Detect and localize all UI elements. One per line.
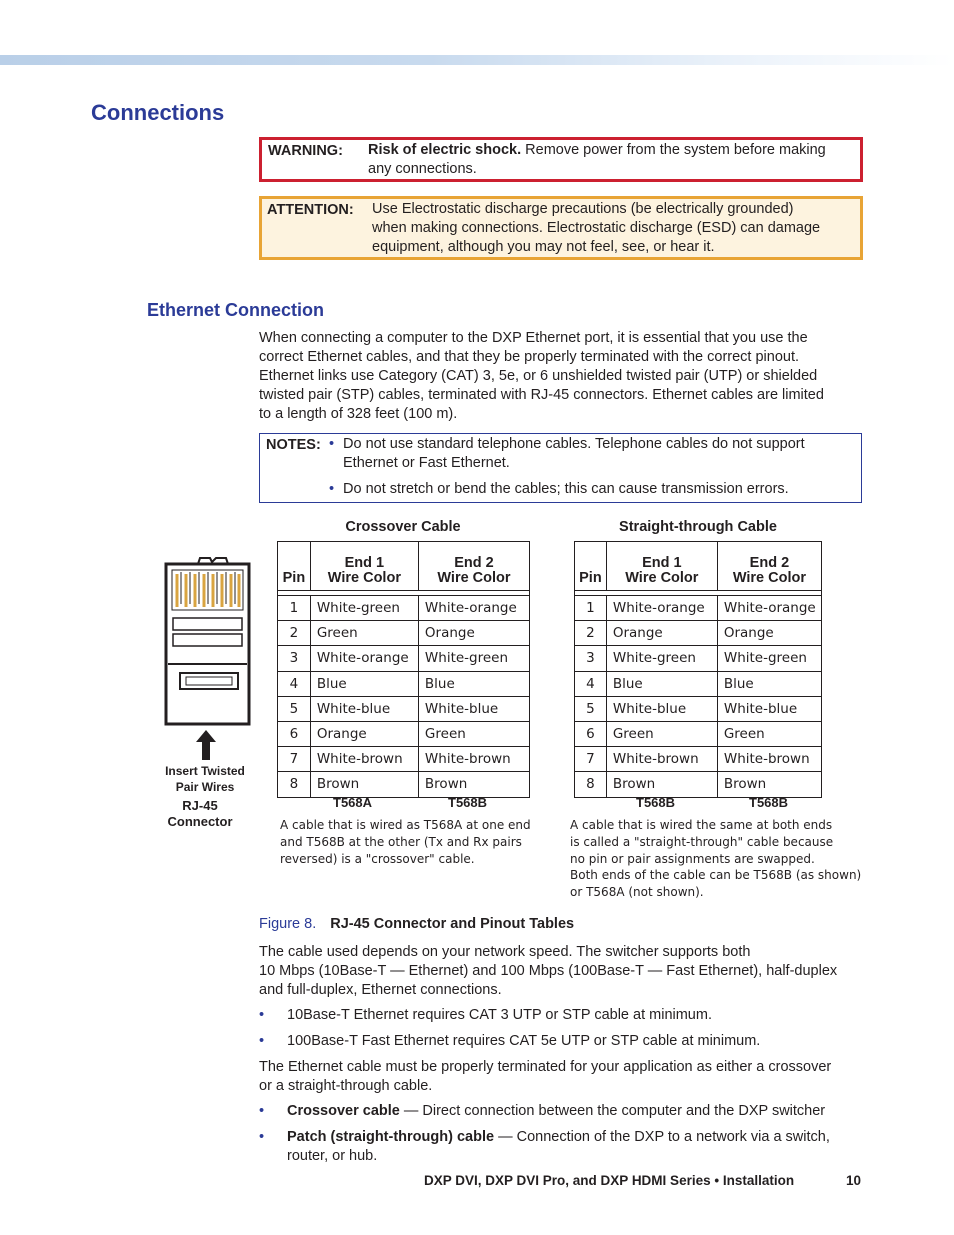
table-header-cell: End 1 Wire Color (606, 542, 717, 591)
warning-line1: Remove power from the system before making (521, 142, 826, 158)
note-bullet: • (329, 436, 335, 452)
straight-caption (570, 817, 861, 901)
caption-line: reversed) is a "crossover" cable. (280, 851, 475, 866)
wire-color-cell: White-brown (717, 747, 821, 772)
wire-color-cell: Green (310, 621, 418, 646)
notes-box (259, 433, 862, 503)
warning-text (368, 141, 863, 160)
rj45-connector-illustration (160, 552, 260, 762)
wire-color-cell: White-blue (310, 696, 418, 721)
footer-title: DXP DVI, DXP DVI Pro, and DXP HDMI Series • Installation (424, 1173, 795, 1188)
warning-bold: Risk of electric shock. (368, 142, 522, 158)
pin-cell: 2 (278, 621, 311, 646)
page-number: 10 (846, 1173, 862, 1188)
table-row (575, 621, 822, 646)
figure-caption (259, 916, 574, 932)
caption-line: A cable that is wired the same at both ends (570, 818, 833, 832)
bullet-dot: • (259, 1103, 265, 1119)
wire-color-cell: White-orange (717, 596, 821, 621)
note-bullet: • (329, 481, 335, 497)
pin-cell: 4 (278, 671, 311, 696)
caption-line: and T568B at the other (Tx and Rx pairs (280, 834, 522, 849)
pin-cell: 5 (278, 696, 311, 721)
straight-title: Straight-through Cable (619, 519, 777, 535)
pin-cell: 3 (575, 646, 607, 671)
paragraph-line: The cable used depends on your network speed. The switcher supports both (259, 944, 751, 960)
crossover-standard-end2: T568B (448, 795, 488, 810)
note-text: Do not use standard telephone cables. Telephone cables do not support (343, 436, 805, 452)
table-row (278, 646, 530, 671)
bullet-rest: — Connection of the DXP to a network via a switch, (494, 1129, 830, 1145)
crossover-caption (280, 817, 531, 867)
intro-line: twisted pair (STP) cables, terminated with RJ-45 connectors. Ethernet cables are limited (259, 387, 824, 403)
wire-color-cell: Blue (717, 671, 821, 696)
pin-cell: 1 (575, 596, 607, 621)
speed-paragraph (259, 943, 837, 1000)
wire-color-cell: Brown (418, 772, 529, 797)
pin-cell: 1 (278, 596, 311, 621)
table-row (575, 646, 822, 671)
table-row (278, 721, 530, 746)
paragraph-line: or a straight-through cable. (259, 1078, 433, 1094)
wire-color-cell: White-brown (310, 747, 418, 772)
warning-line2: any connections. (368, 161, 477, 177)
wire-color-cell: Green (418, 721, 529, 746)
paragraph-line: The Ethernet cable must be properly terminated for your application as either a crossover (259, 1059, 832, 1075)
wire-color-cell: White-green (606, 646, 717, 671)
wire-color-cell: White-blue (418, 696, 529, 721)
wire-color-cell: White-green (717, 646, 821, 671)
attention-line: Use Electrostatic discharge precautions (be electrically grounded) (372, 201, 794, 217)
attention-line: equipment, although you may not feel, see, or hear it. (372, 239, 715, 255)
pin-cell: 4 (575, 671, 607, 696)
wire-color-cell: Green (717, 721, 821, 746)
crossover-standard-end1: T568A (333, 795, 373, 810)
bullet-rest: router, or hub. (287, 1148, 378, 1164)
top-gradient-bar (0, 55, 954, 65)
table-header-cell: Pin (278, 542, 311, 591)
pin-cell: 6 (278, 721, 311, 746)
pin-cell: 8 (278, 772, 311, 797)
bullet-bold: Crossover cable (287, 1103, 400, 1119)
table-header-cell: Pin (575, 542, 607, 591)
table-row (278, 747, 530, 772)
wire-color-cell: Orange (606, 621, 717, 646)
bullet-text (287, 1102, 867, 1121)
pin-cell: 6 (575, 721, 607, 746)
wire-color-cell: Brown (606, 772, 717, 797)
connector-name-label: RJ-45 Connector (167, 798, 233, 829)
pin-cell: 5 (575, 696, 607, 721)
bullet-text: 100Base-T Fast Ethernet requires CAT 5e UTP or STP cable at minimum. (287, 1033, 761, 1049)
table-header-cell: End 1 Wire Color (310, 542, 418, 591)
figure-number: Figure 8. (259, 916, 317, 932)
wire-color-cell: White-orange (310, 646, 418, 671)
note-text: Do not stretch or bend the cables; this can cause transmission errors. (343, 481, 789, 497)
bullet-rest: — Direct connection between the computer and the DXP switcher (399, 1103, 826, 1119)
bullet-text: 10Base-T Ethernet requires CAT 3 UTP or STP cable at minimum. (287, 1007, 712, 1023)
termination-paragraph (259, 1058, 831, 1096)
bullet-bold: Patch (straight-through) cable (287, 1129, 495, 1145)
straight-standard-end1: T568B (636, 795, 676, 810)
wire-color-cell: Orange (717, 621, 821, 646)
wire-color-cell: White-blue (606, 696, 717, 721)
attention-line: when making connections. Electrostatic discharge (ESD) can damage (372, 220, 821, 236)
table-row (575, 596, 822, 621)
pin-cell: 7 (575, 747, 607, 772)
wire-color-cell: White-green (310, 596, 418, 621)
table-header-cell: End 2 Wire Color (418, 542, 529, 591)
table-row (278, 772, 530, 797)
table-row (575, 772, 822, 797)
table-header-row (278, 542, 530, 591)
intro-line: to a length of 328 feet (100 m). (259, 406, 458, 422)
pin-cell: 8 (575, 772, 607, 797)
paragraph-line: and full-duplex, Ethernet connections. (259, 982, 502, 998)
page-heading: Connections (91, 100, 225, 125)
caption-line: Both ends of the cable can be T568B (as shown) (570, 868, 862, 883)
table-row (278, 596, 530, 621)
wire-color-cell: Orange (418, 621, 529, 646)
warning-box (259, 137, 863, 182)
intro-line: When connecting a computer to the DXP Ethernet port, it is essential that you use the (259, 330, 808, 346)
wire-color-cell: White-brown (606, 747, 717, 772)
intro-paragraph (259, 329, 824, 424)
wire-color-cell: Brown (717, 772, 821, 797)
paragraph-line: 10 Mbps (10Base-T — Ethernet) and 100 Mbps (100Base-T — Fast Ethernet), half-duplex (259, 963, 838, 979)
table-header-cell: End 2 Wire Color (717, 542, 821, 591)
intro-line: correct Ethernet cables, and that they be properly terminated with the correct pinout. (259, 349, 800, 365)
wire-color-cell: Brown (310, 772, 418, 797)
table-row (575, 671, 822, 696)
intro-line: Ethernet links use Category (CAT) 3, 5e, or 6 unshielded twisted pair (UTP) or shielded (259, 368, 818, 384)
straight-standard-end2: T568B (749, 795, 789, 810)
caption-line: is called a "straight-through" cable because (570, 834, 834, 849)
insert-wires-label: Insert Twisted Pair Wires (165, 764, 245, 794)
wire-color-cell: Green (606, 721, 717, 746)
caption-line: A cable that is wired as T568A at one end (280, 818, 531, 832)
wire-color-cell: White-orange (606, 596, 717, 621)
bullet-dot: • (259, 1007, 265, 1023)
table-header-row (575, 542, 822, 591)
wire-color-cell: Blue (606, 671, 717, 696)
bullet-dot: • (259, 1033, 265, 1049)
section-heading: Ethernet Connection (147, 300, 325, 320)
note-text: Ethernet or Fast Ethernet. (343, 455, 510, 471)
bullet-dot: • (259, 1129, 265, 1145)
table-row (278, 621, 530, 646)
figure-title: RJ-45 Connector and Pinout Tables (330, 916, 575, 932)
crossover-title: Crossover Cable (345, 519, 461, 535)
table-row (278, 671, 530, 696)
table-row (278, 696, 530, 721)
wire-color-cell: White-orange (418, 596, 529, 621)
wire-color-cell: Blue (310, 671, 418, 696)
table-row (575, 721, 822, 746)
bullet-text (287, 1128, 867, 1166)
wire-color-cell: White-blue (717, 696, 821, 721)
pin-cell: 3 (278, 646, 311, 671)
table-row (575, 747, 822, 772)
straight-pinout-table (574, 541, 822, 798)
caption-line: no pin or pair assignments are swapped. (570, 851, 815, 866)
wire-color-cell: Orange (310, 721, 418, 746)
pin-cell: 2 (575, 621, 607, 646)
notes-label: NOTES: (266, 437, 321, 453)
warning-label: WARNING: (268, 143, 343, 159)
attention-box (259, 196, 863, 260)
wire-color-cell: White-green (418, 646, 529, 671)
attention-label: ATTENTION: (267, 202, 354, 218)
table-row (575, 696, 822, 721)
caption-line: or T568A (not shown). (570, 885, 704, 900)
crossover-pinout-table (277, 541, 530, 798)
wire-color-cell: Blue (418, 671, 529, 696)
wire-color-cell: White-brown (418, 747, 529, 772)
pin-cell: 7 (278, 747, 311, 772)
